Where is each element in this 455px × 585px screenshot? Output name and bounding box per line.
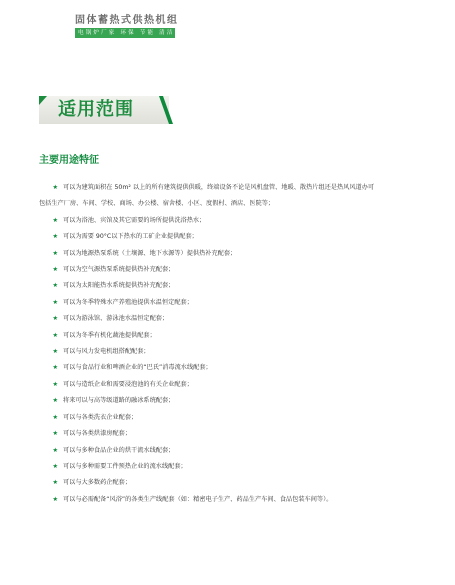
feature-item-text: 可以与大多数药企配套； <box>63 479 132 487</box>
feature-item-text: 可以与各类洗衣企业配套； <box>63 413 138 421</box>
star-bullet-icon: ★ <box>52 331 58 339</box>
star-bullet-icon: ★ <box>52 430 58 438</box>
star-bullet-icon: ★ <box>52 233 58 241</box>
feature-item-text: 可以为太阳能热水系统提供热补充配套； <box>63 282 175 290</box>
star-bullet-icon: ★ <box>52 298 58 306</box>
feature-item-text: 可以与多种需要工件预热企业的流水线配套； <box>63 462 187 470</box>
feature-item-text: 可以与必需配备“风浴”的各类生产线配套（如：精密电子生产、药品生产车间、食品包装车间等）。 <box>63 495 333 503</box>
feature-item <box>39 377 419 393</box>
feature-item <box>39 295 419 311</box>
feature-item <box>39 278 419 294</box>
star-bullet-icon: ★ <box>52 479 58 487</box>
brand-subtitle-bar: 电锅炉厂家 环保 节能 清洁 供热 <box>75 28 175 38</box>
star-bullet-icon: ★ <box>52 380 58 388</box>
star-bullet-icon: ★ <box>52 266 58 274</box>
star-bullet-icon: ★ <box>52 364 58 372</box>
feature-item-text: 将来可以与高等级道路的融冰系统配套； <box>63 397 175 405</box>
feature-item <box>39 262 419 278</box>
feature-item-text: 可以为冬季特殊水产养殖池提供水温恒定配套； <box>63 298 193 306</box>
feature-item <box>39 229 419 245</box>
star-bullet-icon: ★ <box>52 462 58 470</box>
feature-item-text: 可以为游泳馆、游泳池水温恒定配套； <box>63 315 169 323</box>
feature-item <box>39 459 419 475</box>
section-heading: 主要用途特征 <box>39 155 99 166</box>
star-bullet-icon: ★ <box>52 216 58 224</box>
feature-item-text: 可以为需要 90°C以下热水的工矿企业提供配套； <box>63 233 198 241</box>
feature-item-text: 可以与造纸企业和需要浸泡池的有关企业配套； <box>63 380 193 388</box>
feature-item <box>39 393 419 409</box>
feature-item <box>39 410 419 426</box>
feature-item <box>39 426 419 442</box>
star-bullet-icon: ★ <box>52 397 58 405</box>
star-bullet-icon: ★ <box>52 348 58 356</box>
feature-item-text: 可以为空气源热泵系统提供热补充配套； <box>63 266 175 274</box>
feature-item-text: 可以为冬季有机化蔬池提供配套； <box>63 331 156 339</box>
star-bullet-icon: ★ <box>52 184 58 191</box>
star-bullet-icon: ★ <box>52 282 58 290</box>
feature-item-text: 可以为浴池、宾馆及其它需要的场所提供洗浴热水； <box>63 216 206 224</box>
feature-item <box>39 213 419 229</box>
feature-item <box>39 328 419 344</box>
feature-item-text: 可以与风力发电机组搭配配套； <box>63 348 150 356</box>
feature-item-text: 可以与食品行业和啤酒企业的“巴氏”消毒流水线配套； <box>63 364 212 372</box>
feature-item-text: 可以为地源热泵系统（土壤源、地下水源等）提供热补充配套； <box>63 249 237 257</box>
section-banner <box>39 96 169 124</box>
star-bullet-icon: ★ <box>52 495 58 503</box>
brand-header <box>75 14 194 38</box>
feature-item-text: 可以与各类烘漆房配套； <box>63 430 132 438</box>
feature-item-text: 可以为建筑面积在 50m² 以上的所有建筑提供供暖，终端设备不论是风机盘管、地暖、散热片组还是热风风道办可 <box>63 184 375 191</box>
feature-item <box>39 180 419 196</box>
star-bullet-icon: ★ <box>52 249 58 257</box>
star-bullet-icon: ★ <box>52 315 58 323</box>
banner-title: 适用范围 <box>58 99 134 120</box>
star-bullet-icon: ★ <box>52 446 58 454</box>
feature-list <box>39 180 419 508</box>
feature-item <box>39 344 419 360</box>
feature-item <box>39 492 419 508</box>
star-bullet-icon: ★ <box>52 413 58 421</box>
feature-item-text: 可以与多种食品企业的烘干流水线配套； <box>63 446 175 454</box>
feature-item <box>39 360 419 376</box>
feature-item <box>39 246 419 262</box>
feature-item <box>39 475 419 491</box>
brand-title: 固体蓄热式供热机组 <box>75 15 179 26</box>
feature-item-continuation: 包括生产厂房、车间、学校、商场、办公楼、宿舍楼、小区、度假村、酒店、医院等； <box>39 200 275 208</box>
feature-item <box>39 311 419 327</box>
feature-item <box>39 443 419 459</box>
